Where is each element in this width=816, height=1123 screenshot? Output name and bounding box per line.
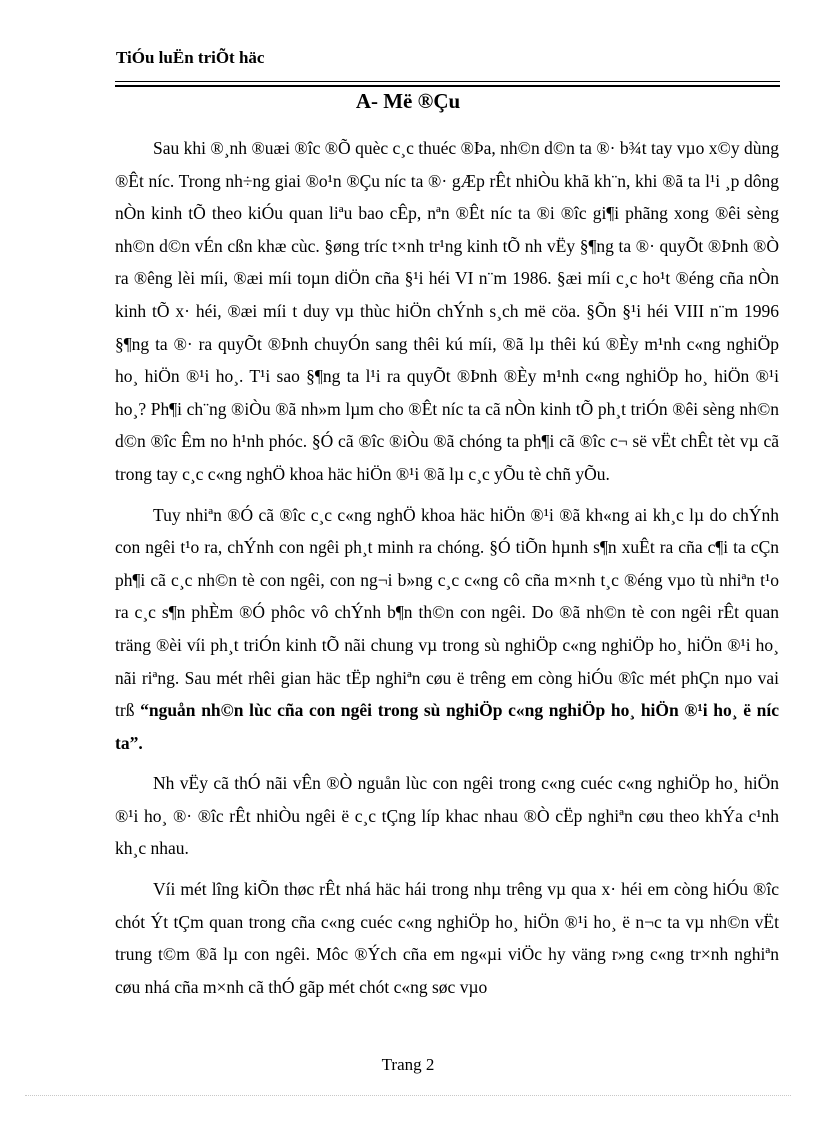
paragraph-2-emphasis: “nguån nh©n lùc cña con ngêi trong sù nghiÖp c«ng nghiÖp ho¸ hiÖn ®¹i ho¸ ë níc ta”. [115,700,779,753]
paragraph-1 [115,132,779,491]
paragraph-3-text: Nh vËy cã thÓ nãi vÊn ®Ò nguån lùc con ngêi trong c«ng cuéc c«ng nghiÖp ho¸ hiÖn ®¹i ho¸ ®· ®îc rÊt nhiÒu ngêi ë c¸c tÇng líp khac nhau ®Ò cËp nghiªn cøu theo khÝa c¹nh kh¸c nhau. [115,773,779,859]
paragraph-4-text: Víi mét lîng kiÕn thøc rÊt nhá häc hái trong nhµ trêng vµ qua x· héi em còng hiÓu ®îc chót Ýt tÇm quan trong cña c«ng cuéc c«ng nghiÖp ho¸ hiÖn ®¹i ho¸ ë n¬c ta vµ nh©n vËt trung t©m ®ã lµ con ngêi. Môc ®Ých cña em ng«µi viÖc hy väng r»ng c«ng tr×nh nghiªn cøu nhá cña m×nh cã thÓ gãp mét chót c«ng søc vµo [115,879,779,997]
paragraph-4 [115,873,779,1003]
header-rule-thick [115,85,780,87]
running-header: TiÓu luËn triÕt häc [116,48,265,67]
section-title: A- Më ®Çu [355,89,461,113]
header-rule-thin [115,81,780,82]
paragraph-2 [115,499,779,760]
paragraph-3 [115,767,779,865]
paragraph-1-text: Sau khi ®¸nh ®uæi ®îc ®Õ quèc c¸c thuéc ®Þa, nh©n d©n ta ®· b¾t tay vµo x©y dùng ®Êt níc. Trong nh÷ng giai ®o¹n ®Çu níc ta ®· gÆp rÊt nhiÒu khã kh¨n, khi ®ã ta l¹i ¸p dông nÒn kinh tÕ theo kiÓu quan liªu bao cÊp, nªn ®Êt níc ta ®i ®îc gi¶i phãng xong ®êi sèng nh©n d©n vÉn cßn khæ cùc. §øng tríc t×nh tr¹ng kinh tÕ nh vËy §¶ng ta ®· quyÕt ®Þnh ®Ò ra ®êng lèi míi, ®æi míi toµn diÖn cña §¹i héi VI n¨m 1986. §æi míi c¸c ho¹t ®éng cña nÒn kinh tÕ x· héi, ®æi míi t duy vµ thùc hiÖn chÝnh s¸ch më cöa. §Õn §¹i héi VIII n¨m 1996 §¶ng ta ®· ra quyÕt ®Þnh chuyÓn sang thêi kú míi, ®ã lµ thêi kú ®Èy m¹nh c«ng nghiÖp ho¸ hiÖn ®¹i ho¸. T¹i sao §¶ng ta l¹i ra quyÕt ®Þnh ®Èy m¹nh c«ng nghiÖp ho¸ hiÖn ®¹i ho¸? Ph¶i ch¨ng ®iÒu ®ã nh»m lµm cho ®Êt níc ta cã nÒn kinh tÕ ph¸t triÓn ®êi sèng nh©n d©n ®îc Êm no h¹nh phóc. §Ó cã ®îc ®iÒu ®ã chóng ta ph¶i cã ®îc c¬ së vËt chÊt tèt vµ cã trong tay c¸c c«ng nghÖ khoa häc hiÖn ®¹i ®ã lµ c¸c yÕu tè chñ yÕu. [115,138,779,484]
page-number: Trang 2 [381,1055,435,1074]
page-break-line [25,1095,791,1096]
paragraph-2-text: Tuy nhiªn ®Ó cã ®îc c¸c c«ng nghÖ khoa häc hiÖn ®¹i ®ã kh«ng ai kh¸c lµ do chÝnh con ngêi t¹o ra, chÝnh con ngêi ph¸t minh ra chóng. §Ó tiÕn hµnh s¶n xuÊt ra cña c¶i ta cÇn ph¶i cã c¸c nh©n tè con ngêi, con ng¬i b»ng c¸c c«ng cô cña m×nh t¸c ®éng vµo tù nhiªn t¹o ra c¸c s¶n phÈm ®Ó phôc vô chÝnh b¶n th©n con ngêi. Do ®ã nh©n tè con ngêi rÊt quan träng ®èi víi ph¸t triÓn kinh tÕ nãi chung vµ trong sù nghiÖp c«ng nghiÖp ho¸ hiÖn ®¹i ho¸ nãi riªng. Sau mét rhêi gian häc tËp nghiªn cøu ë trêng em còng hiÓu ®îc mét phÇn nµo vai trß [115,504,779,721]
body-text [115,132,779,1011]
